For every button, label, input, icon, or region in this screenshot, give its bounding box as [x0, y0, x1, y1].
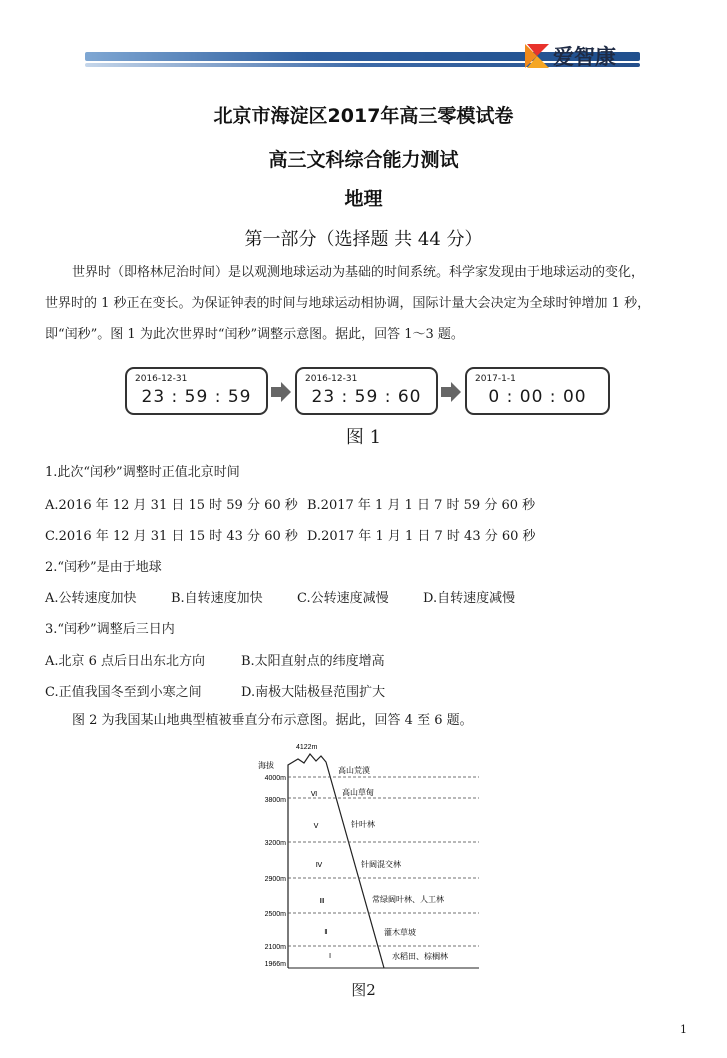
option-a: A.北京 6 点后日出东北方向: [45, 654, 206, 669]
page-number: 1: [680, 1023, 687, 1036]
option-b: B.自转速度加快: [171, 591, 263, 606]
elevation-tick: 1966m: [264, 961, 286, 968]
option-b: B.太阳直射点的纬度增高: [241, 654, 385, 669]
paragraph-line: 世界时的 1 秒正在变长。为保证钟表的时间与地球运动相协调，国际计量大会决定为全球时钟增加 1 秒，: [45, 296, 651, 311]
axis-label: 海拔: [258, 761, 274, 770]
zone-name: 灌木草坡: [384, 928, 416, 937]
zone-numeral: Ⅱ: [324, 929, 328, 936]
zone-name: 针叶林: [351, 820, 375, 829]
figure-2: [244, 741, 484, 969]
elevation-tick: 4000m: [264, 775, 286, 782]
zone-numeral: Ⅴ: [313, 823, 319, 830]
zone-name: 针阔混交林: [361, 860, 401, 869]
paragraph-line: 图 2 为我国某山地典型植被垂直分布示意图。据此，回答 4 至 6 题。: [72, 713, 473, 728]
arrow-right-icon: [441, 382, 461, 402]
elevation-tick: 2900m: [264, 876, 286, 883]
option-c: C.正值我国冬至到小寒之间: [45, 685, 202, 700]
option-b: B.2017 年 1 月 1 日 7 时 59 分 60 秒: [307, 498, 536, 513]
clock-time: 23 : 59 : 60: [311, 387, 422, 407]
zone-numeral: Ⅵ: [310, 791, 318, 798]
logo-text: 爱智康: [553, 45, 616, 69]
subject-title: 地理: [344, 188, 383, 210]
zone-name: 水稻田、棕榈林: [392, 952, 448, 961]
figure-1: [125, 367, 610, 417]
paragraph-line: 即“闰秒”。图 1 为此次世界时“闰秒”调整示意图。据此，回答 1～3 题。: [45, 327, 464, 342]
zone-name: 高山草甸: [342, 788, 374, 797]
option-a: A.公转速度加快: [45, 591, 137, 606]
exam-title: 北京市海淀区2017年高三零模试卷: [213, 105, 514, 127]
elevation-tick: 3800m: [264, 797, 286, 804]
option-d: D.自转速度减慢: [423, 591, 516, 606]
zone-name: 高山荒漠: [338, 766, 370, 775]
elevation-tick: 2500m: [264, 911, 286, 918]
zone-numeral: Ⅰ: [328, 953, 332, 960]
peak-label: 4122m: [296, 744, 318, 751]
option-c: C.公转速度减慢: [297, 591, 389, 606]
clock-time: 0 : 00 : 00: [488, 387, 587, 407]
clock-box: [465, 367, 610, 415]
figure-caption: 图2: [351, 981, 376, 999]
intro-paragraph: [45, 705, 685, 736]
zone-numerals: [311, 791, 331, 960]
paragraph-line: 世界时（即格林尼治时间）是以观测地球运动为基础的时间系统。科学家发现由于地球运动的变化，: [72, 265, 645, 280]
question-stem: 1.此次“闰秒”调整时正值北京时间: [45, 465, 240, 480]
option-d: D.南极大陆极昼范围扩大: [241, 685, 386, 700]
brand-logo: [523, 40, 616, 72]
clock-box: [125, 367, 268, 415]
logo-icon: [523, 42, 551, 70]
elevation-ticks: [265, 775, 287, 968]
clock-time: 23 : 59 : 59: [141, 387, 252, 407]
zone-numeral: Ⅲ: [319, 898, 325, 905]
question-stem: 3.“闰秒”调整后三日内: [45, 622, 175, 637]
figure-caption: 图 1: [345, 427, 382, 448]
paper-title: 高三文科综合能力测试: [268, 149, 459, 171]
zone-name: 常绿阔叶林、人工林: [372, 895, 444, 904]
option-d: D.2017 年 1 月 1 日 7 时 43 分 60 秒: [307, 529, 536, 544]
clock-date: 2016-12-31: [135, 374, 188, 384]
elevation-tick: 2100m: [264, 944, 286, 951]
option-a: A.2016 年 12 月 31 日 15 时 59 分 60 秒: [45, 498, 298, 513]
section-title: 第一部分（选择题 共 44 分）: [244, 229, 483, 250]
elevation-tick: 3200m: [264, 840, 286, 847]
zone-numeral: Ⅳ: [315, 862, 323, 869]
arrow-right-icon: [271, 382, 291, 402]
option-c: C.2016 年 12 月 31 日 15 时 43 分 60 秒: [45, 529, 298, 544]
question-stem: 2.“闰秒”是由于地球: [45, 560, 162, 575]
intro-paragraph: [45, 257, 685, 350]
clock-box: [295, 367, 438, 415]
clock-date: 2017-1-1: [475, 374, 516, 384]
clock-date: 2016-12-31: [305, 374, 358, 384]
